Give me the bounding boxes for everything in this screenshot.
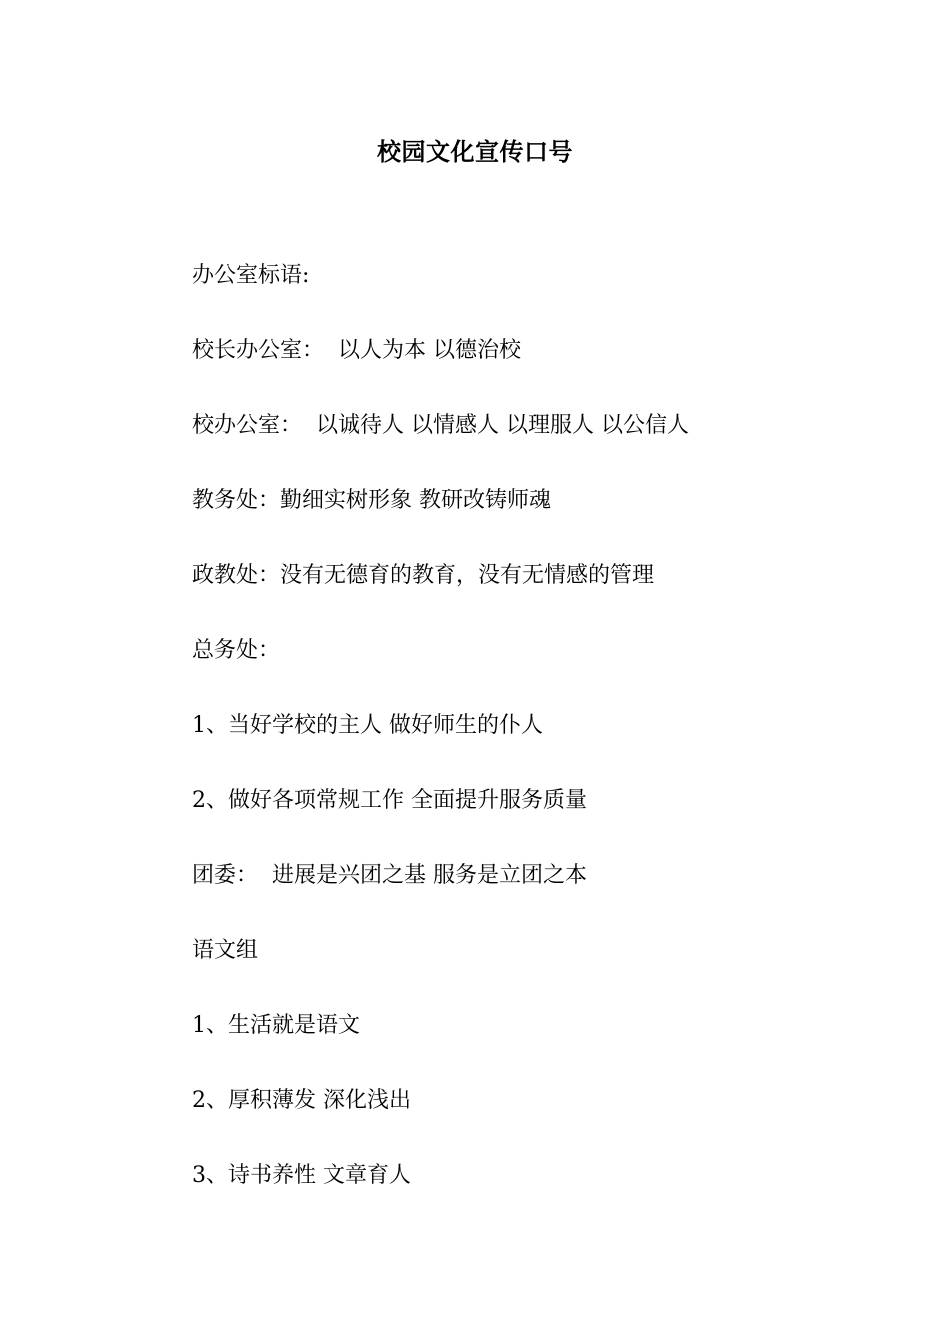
slogan-line: 1、生活就是语文 bbox=[192, 1013, 360, 1038]
slogan-line: 1、当好学校的主人 做好师生的仆人 bbox=[192, 713, 543, 738]
slogan-line: 2、厚积薄发 深化浅出 bbox=[192, 1088, 411, 1113]
slogan-line: 语文组 bbox=[192, 938, 259, 963]
slogan-line: 办公室标语: bbox=[192, 263, 310, 288]
slogan-line: 3、诗书养性 文章育人 bbox=[192, 1163, 411, 1188]
slogan-line: 教务处：勤细实树形象 教研改铸师魂 bbox=[192, 488, 551, 513]
slogan-line: 总务处： bbox=[192, 638, 281, 663]
slogan-list bbox=[192, 257, 892, 1232]
slogan-line: 团委： 进展是兴团之基 服务是立团之本 bbox=[192, 863, 587, 888]
document-title: 校园文化宣传口号 bbox=[377, 137, 573, 166]
slogan-line: 校办公室： 以诚待人 以情感人 以理服人 以公信人 bbox=[192, 413, 689, 438]
slogan-line: 政教处：没有无德育的教育，没有无情感的管理 bbox=[192, 563, 655, 588]
slogan-line: 校长办公室： 以人为本 以德治校 bbox=[192, 338, 521, 363]
slogan-line: 2、做好各项常规工作 全面提升服务质量 bbox=[192, 788, 587, 813]
